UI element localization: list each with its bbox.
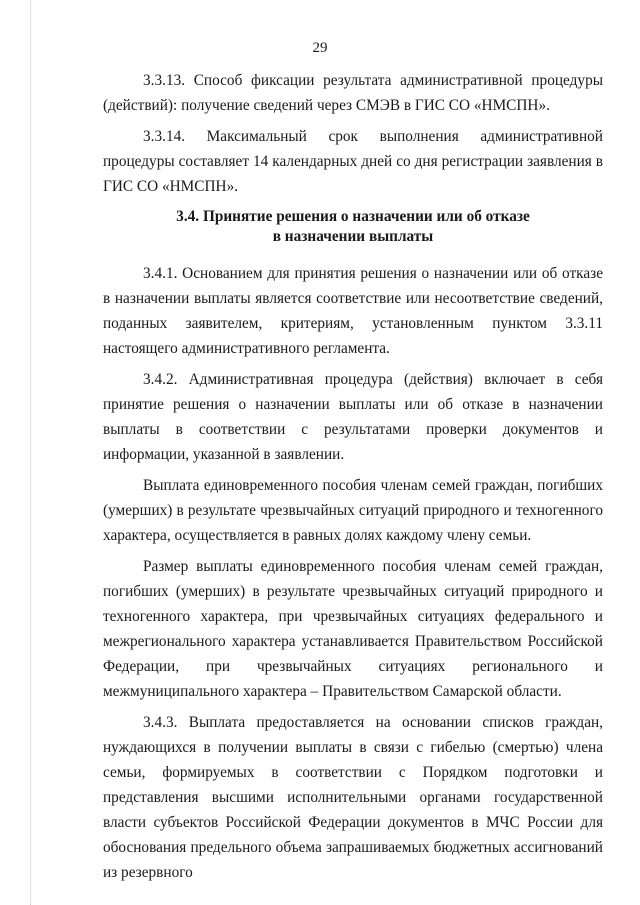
- paragraph-3-4-2: 3.4.2. Административная процедура (действия) включает в себя принятие решения о назначении выплаты или об отказе в назначении выплаты в соответствии с результатами проверки документов и информации, указанной в заявлении.: [103, 371, 603, 463]
- paragraph-3-4-1: 3.4.1. Основанием для принятия решения о назначении или об отказе в назначении выплаты является соответствие или несоответствие сведений, поданных заявителем, критериям, установленным пунктом 3.3.11 настоящего административного регламента.: [103, 265, 603, 357]
- paragraph-3-4-3: 3.4.3. Выплата предоставляется на основании списков граждан, нуждающихся в получении выплаты в связи с гибелью (смертью) члена семьи, формируемых в соответствии с Порядком подготовки и представления высшими исполнительными органами государственной власти субъектов Российской Федерации документов в МЧС России для обоснования предельного объема запрашиваемых бюджетных ассигнований из резервного: [103, 714, 603, 881]
- paragraph-payment-shares: Выплата единовременного пособия членам семей граждан, погибших (умерших) в результате чрезвычайных ситуаций природного и техногенного характера, осуществляется в равных долях каждому члену семьи.: [103, 477, 603, 544]
- paragraph-3-3-13: 3.3.13. Способ фиксации результата административной процедуры (действий): получение сведений через СМЭВ в ГИС СО «НМСПН».: [103, 72, 603, 114]
- paragraph-3-3-14: 3.3.14. Максимальный срок выполнения административной процедуры составляет 14 календарных дней со дня регистрации заявления в ГИС СО «НМСПН».: [103, 128, 603, 195]
- binding-margin-line: [30, 0, 31, 905]
- section-heading: [103, 207, 603, 247]
- section-heading-line-1: 3.4. Принятие решения о назначении или об отказе: [176, 208, 530, 225]
- page-number: 29: [312, 40, 328, 56]
- section-heading-line-2: в назначении выплаты: [272, 228, 434, 245]
- paragraph-payment-amount: Размер выплаты единовременного пособия членам семей граждан, погибших (умерших) в результате чрезвычайных ситуаций природного и техногенного характера, при чрезвычайных ситуациях федерального и межрегионального характера устанавливается Правительством Российской Федерации, при чрезвычайных ситуациях регионального и межмуниципального характера – Правительством Самарской области.: [103, 558, 603, 700]
- document-body: [103, 68, 603, 891]
